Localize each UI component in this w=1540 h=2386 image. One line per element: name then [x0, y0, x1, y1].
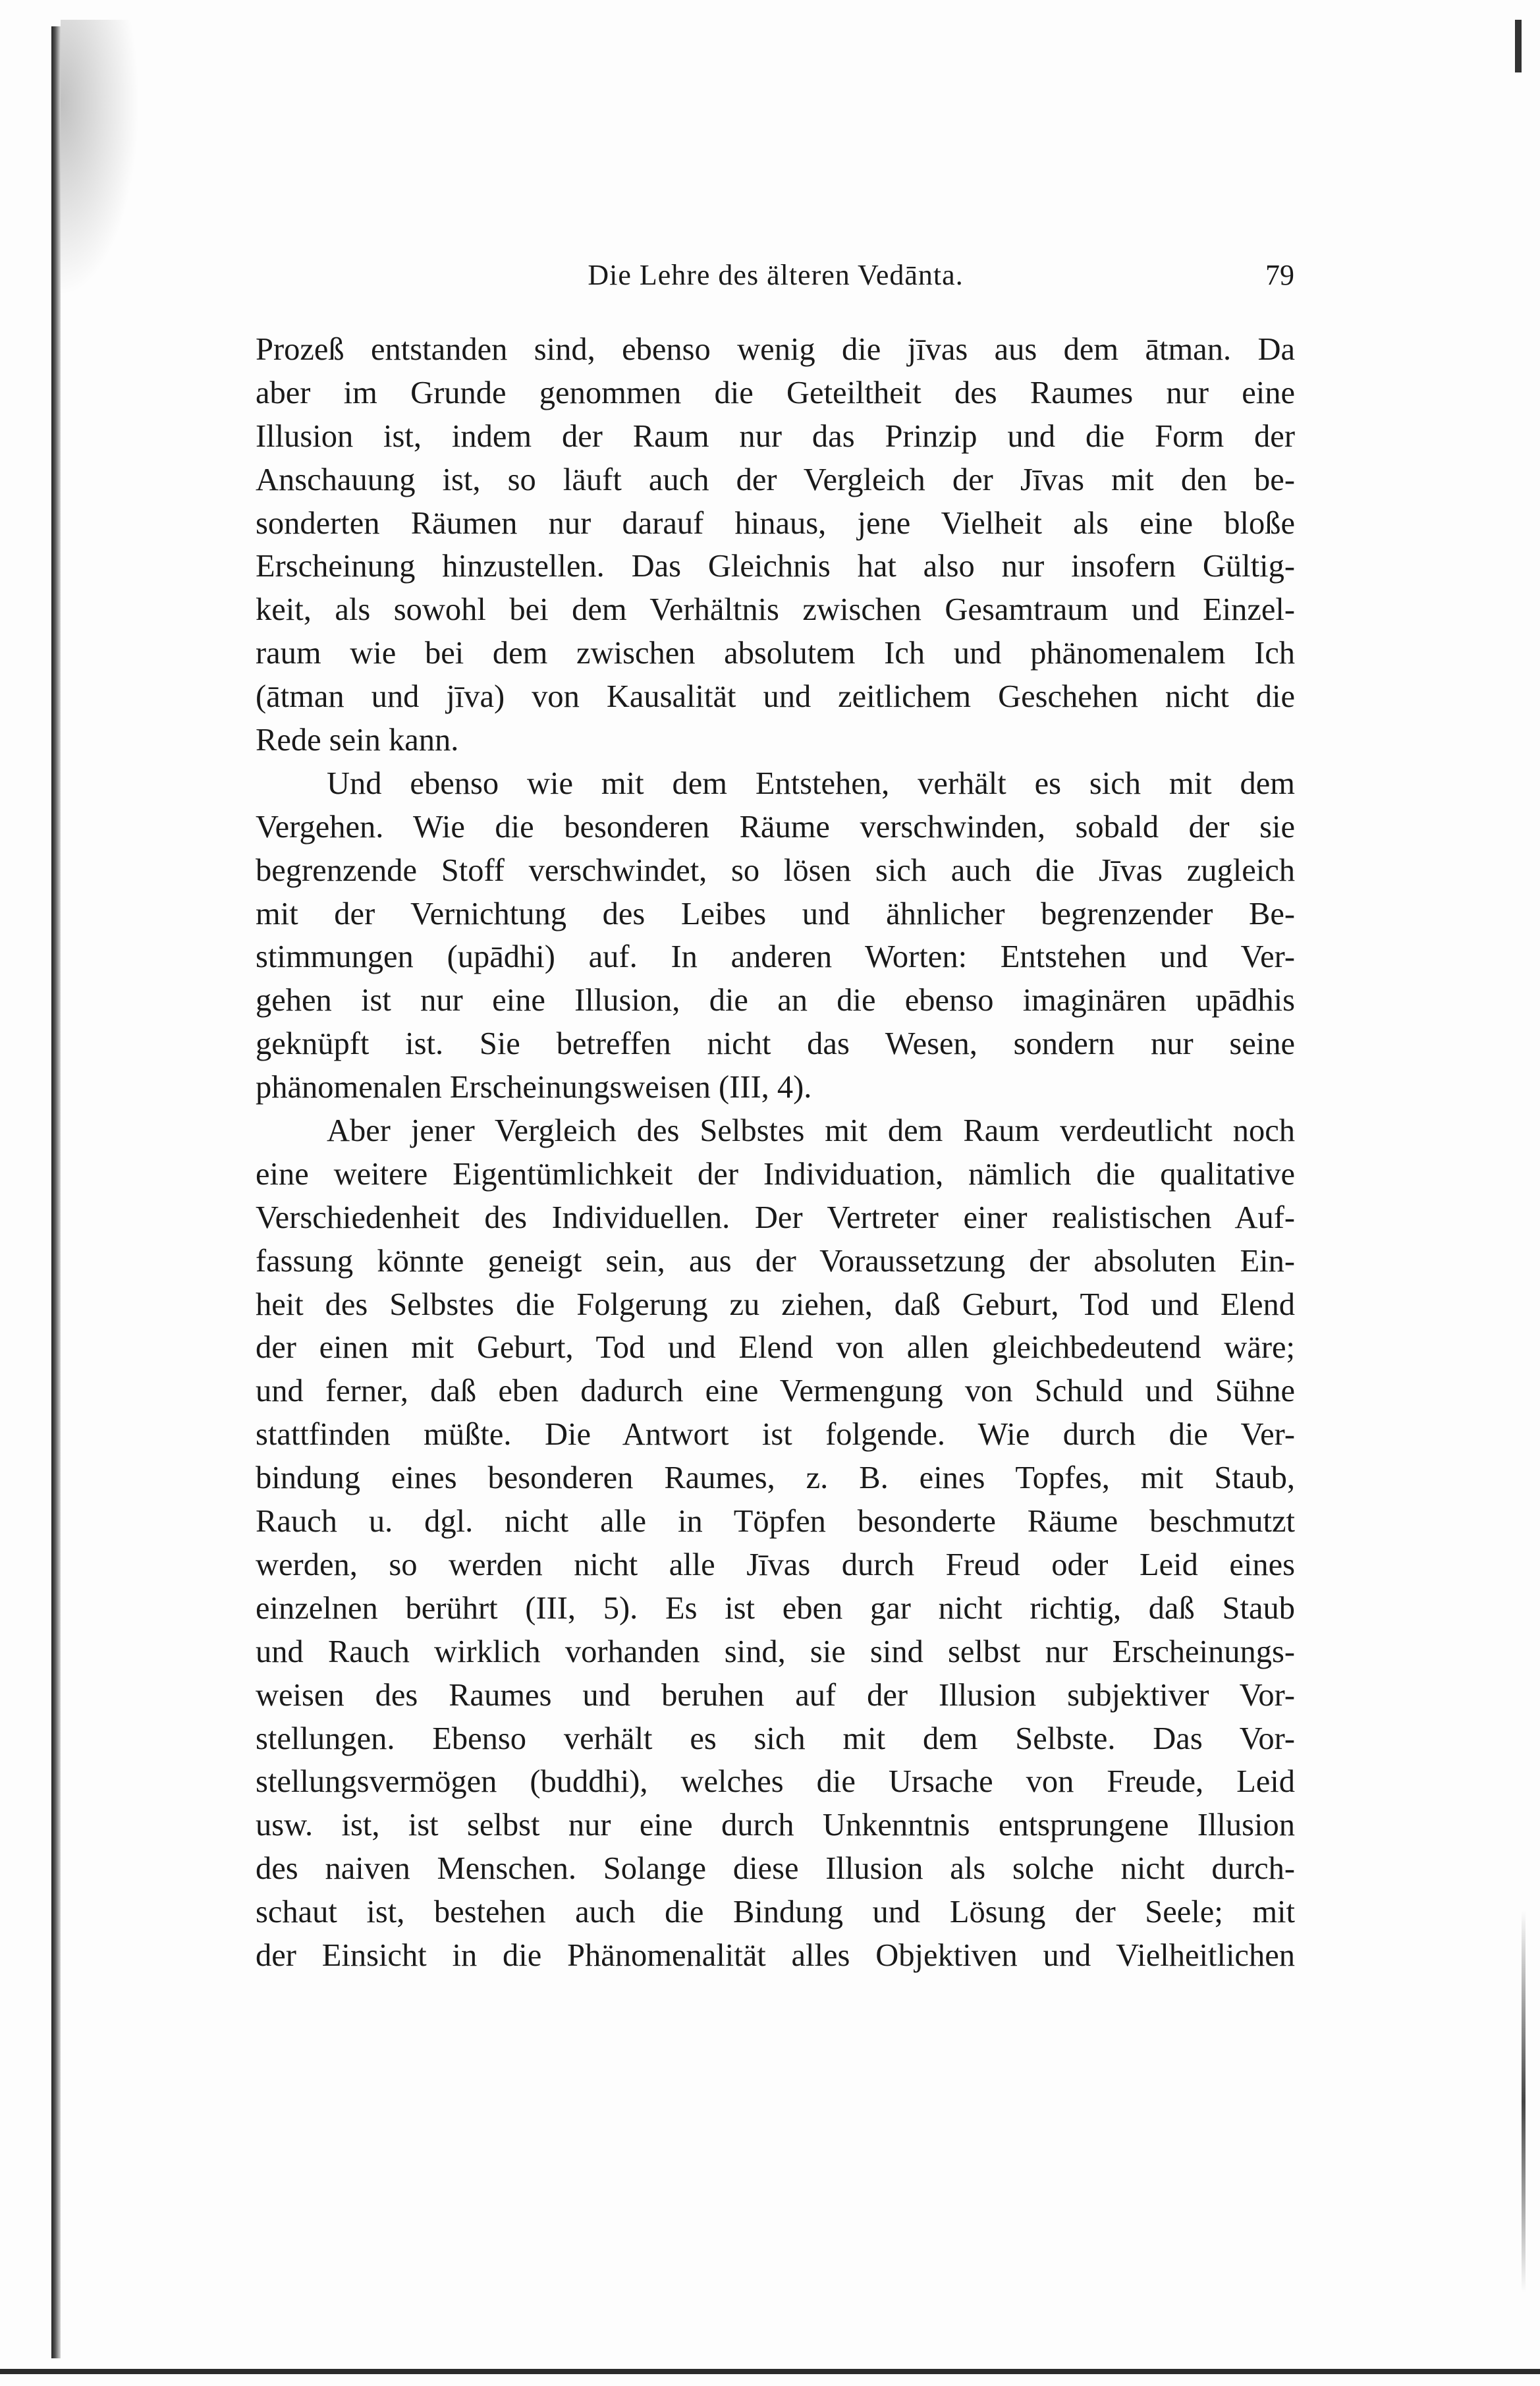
text-line: fassung könnte geneigt sein, aus der Voraussetzung der absoluten Ein-: [256, 1243, 1295, 1279]
text-line: sonderten Räumen nur darauf hinaus, jene Vielheit als eine bloße: [256, 505, 1295, 541]
text-line: begrenzende Stoff verschwindet, so lösen sich auch die Jīvas zugleich: [256, 852, 1295, 888]
running-title: Die Lehre des älteren Vedānta.: [588, 259, 964, 291]
text-line: Vergehen. Wie die besonderen Räume verschwinden, sobald der sie: [256, 809, 1295, 845]
text-line: stellungen. Ebenso verhält es sich mit dem Selbste. Das Vor-: [256, 1721, 1295, 1756]
text-line: einzelnen berührt (III, 5). Es ist eben gar nicht richtig, daß Staub: [256, 1590, 1295, 1626]
text-line: keit, als sowohl bei dem Verhältnis zwischen Gesamtraum und Einzel-: [256, 592, 1295, 628]
text-line: stattfinden müßte. Die Antwort ist folgende. Wie durch die Ver-: [256, 1417, 1295, 1453]
scan-shadow: [61, 20, 140, 296]
text-line: der Einsicht in die Phänomenalität alles Objektiven und Vielheitlichen: [256, 1937, 1295, 1973]
text-line: geknüpft ist. Sie betreffen nicht das Wesen, sondern nur seine: [256, 1026, 1295, 1062]
text-line: mit der Vernichtung des Leibes und ähnlicher begrenzender Be-: [256, 896, 1295, 931]
text-line: der einen mit Geburt, Tod und Elend von allen gleichbedeutend wäre;: [256, 1330, 1295, 1366]
text-line: stellungsvermögen (buddhi), welches die Ursache von Freude, Leid: [256, 1764, 1295, 1800]
scan-right-edge: [1522, 1910, 1526, 2292]
text-line: Verschiedenheit des Individuellen. Der Vertreter einer realistischen Auf-: [256, 1200, 1295, 1235]
text-line: eine weitere Eigentümlichkeit der Individuation, nämlich die qualitative: [256, 1156, 1295, 1192]
page-number: 79: [1265, 259, 1294, 291]
text-line: usw. ist, ist selbst nur eine durch Unkenntnis entsprungene Illusion: [256, 1808, 1295, 1843]
text-line: Anschauung ist, so läuft auch der Vergleich der Jīvas mit den be-: [256, 462, 1295, 497]
text-line: aber im Grunde genommen die Geteiltheit des Raumes nur eine: [256, 375, 1295, 410]
text-line: Erscheinung hinzustellen. Das Gleichnis hat also nur insofern Gültig-: [256, 549, 1295, 584]
text-line: bindung eines besonderen Raumes, z. B. eines Topfes, mit Staub,: [256, 1460, 1295, 1496]
text-line: Rede sein kann.: [256, 723, 459, 758]
text-line: Rauch u. dgl. nicht alle in Töpfen besonderte Räume beschmutzt: [256, 1504, 1295, 1540]
text-line: schaut ist, bestehen auch die Bindung und Lösung der Seele; mit: [256, 1895, 1295, 1930]
page-header: [257, 258, 1294, 298]
text-line: Prozeß entstanden sind, ebenso wenig die jīvas aus dem ātman. Da: [256, 332, 1295, 367]
text-line: und Rauch wirklich vorhanden sind, sie sind selbst nur Erscheinungs-: [256, 1634, 1295, 1669]
text-line: raum wie bei dem zwischen absolutem Ich und phänomenalem Ich: [256, 636, 1295, 671]
text-line: Illusion ist, indem der Raum nur das Prinzip und die Form der: [256, 418, 1295, 454]
text-line: phänomenalen Erscheinungsweisen (III, 4).: [256, 1070, 812, 1105]
scan-binding-edge: [51, 26, 61, 2358]
text-line: des naiven Menschen. Solange diese Illusion als solche nicht durch-: [256, 1851, 1295, 1887]
text-line: weisen des Raumes und beruhen auf der Illusion subjektiver Vor-: [256, 1677, 1295, 1713]
text-line: heit des Selbstes die Folgerung zu ziehen, daß Geburt, Tod und Elend: [256, 1287, 1295, 1322]
text-line: und ferner, daß eben dadurch eine Vermengung von Schuld und Sühne: [256, 1373, 1295, 1409]
body-text: [256, 328, 1295, 1978]
text-line: werden, so werden nicht alle Jīvas durch Freud oder Leid eines: [256, 1547, 1295, 1582]
text-line: gehen ist nur eine Illusion, die an die ebenso imaginären upādhis: [256, 983, 1295, 1018]
text-line: stimmungen (upādhi) auf. In anderen Worten: Entstehen und Ver-: [256, 939, 1295, 975]
text-line: Und ebenso wie mit dem Entstehen, verhält es sich mit dem: [327, 765, 1295, 801]
scan-bottom-edge: [0, 2369, 1540, 2374]
text-line: (ātman und jīva) von Kausalität und zeitlichem Geschehen nicht die: [256, 679, 1295, 715]
text-line: Aber jener Vergleich des Selbstes mit dem Raum verdeutlicht noch: [327, 1113, 1295, 1149]
scan-corner-mark: [1515, 20, 1522, 72]
